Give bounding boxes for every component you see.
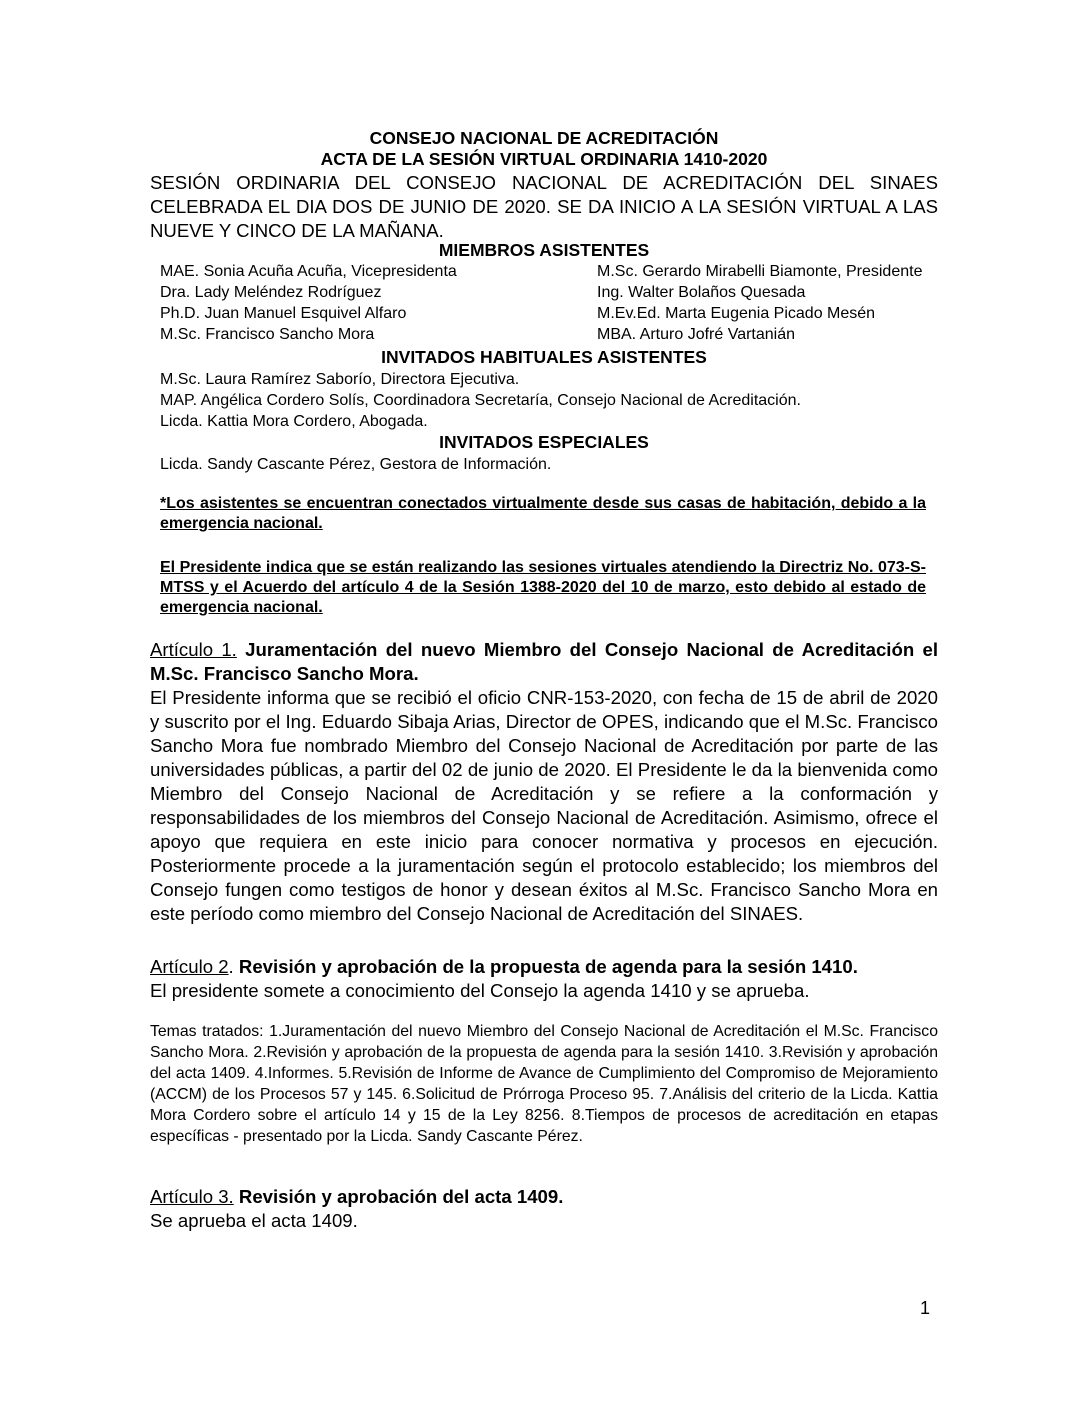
session-intro: SESIÓN ORDINARIA DEL CONSEJO NACIONAL DE ACREDITACIÓN DEL SINAES CELEBRADA EL DIA DOS DE JUNIO DE 2020. SE DA INICIO A LA SESIÓN VIRTUAL A LAS NUEVE Y CINCO DE LA MAÑANA. (150, 172, 938, 241)
article-3 (150, 1185, 938, 1209)
virtual-session-directive-note: El Presidente indica que se están realizando las sesiones virtuales atendiendo la Directriz No. 073-S-MTSS y el Acuerdo del artículo 4 de la Sesión 1388-2020 del 10 de marzo, esto debido al estado de emergencia nacional. (160, 559, 926, 616)
article-label: Artículo 1. (150, 639, 237, 660)
article-2: Artículo 2. Revisión y aprobación de la propuesta de agenda para la sesión 1410. (150, 956, 858, 977)
member-item: MBA. Arturo Jofré Vartanián (597, 326, 796, 343)
article-title: Revisión y aprobación del acta 1409. (238, 1186, 564, 1207)
guest-item: Licda. Kattia Mora Cordero, Abogada. (160, 413, 428, 430)
document-title: CONSEJO NACIONAL DE ACREDITACIÓN (369, 128, 719, 148)
article-1 (150, 638, 938, 686)
member-item: Ph.D. Juan Manuel Esquivel Alfaro (160, 305, 407, 322)
members-left-list (160, 261, 457, 345)
guests-list (160, 369, 801, 432)
member-item: M.Sc. Gerardo Mirabelli Biamonte, Presidente (597, 263, 923, 280)
special-guests-heading: INVITADOS ESPECIALES (439, 432, 649, 452)
article-3-body: Se aprueba el acta 1409. (150, 1210, 358, 1231)
members-heading: MIEMBROS ASISTENTES (438, 240, 650, 260)
article-title: Juramentación del nuevo Miembro del Consejo Nacional de Acreditación el M.Sc. Francisco Sancho Mora. (150, 639, 938, 684)
member-item: M.Sc. Francisco Sancho Mora (160, 326, 375, 343)
virtual-attendance-note: *Los asistentes se encuentran conectados virtualmente desde sus casas de habitación, debido a la emergencia nacional. (160, 495, 926, 532)
page-number: 1 (920, 1298, 931, 1318)
member-item: MAE. Sonia Acuña Acuña, Vicepresidenta (160, 263, 457, 280)
article-label: Artículo 2 (150, 956, 229, 977)
special-guests-list (160, 454, 551, 475)
article-label: Artículo 3. (150, 1186, 234, 1207)
guest-item: Licda. Sandy Cascante Pérez, Gestora de Información. (160, 456, 552, 473)
article-title: Revisión y aprobación de la propuesta de agenda para la sesión 1410. (238, 956, 858, 977)
guest-item: MAP. Angélica Cordero Solís, Coordinadora Secretaría, Consejo Nacional de Acreditación. (160, 392, 801, 409)
members-right-list (597, 261, 922, 345)
member-item: Dra. Lady Meléndez Rodríguez (160, 284, 382, 301)
guest-item: M.Sc. Laura Ramírez Saborío, Directora Ejecutiva. (160, 371, 520, 388)
document-subtitle: ACTA DE LA SESIÓN VIRTUAL ORDINARIA 1410-2020 (320, 149, 768, 169)
topics-covered: Temas tratados: 1.Juramentación del nuevo Miembro del Consejo Nacional de Acreditación el M.Sc. Francisco Sancho Mora. 2.Revisión y aprobación de la propuesta de agenda para la sesión 1410. 3.Revisión y aprobación del acta 1409. 4.Informes. 5.Revisión de Informe de Avance de Cumplimiento del Compromiso de Mejoramiento (ACCM) de los Procesos 57 y 145. 6.Solicitud de Prórroga Proceso 95. 7.Análisis del criterio de la Licda. Kattia Mora Cordero sobre el artículo 14 y 15 de la Ley 8256. 8.Tiempos de procesos de acreditación en etapas específicas - presentado por la Licda. Sandy Cascante Pérez. (150, 1023, 938, 1145)
article-1-body: El Presidente informa que se recibió el oficio CNR-153-2020, con fecha de 15 de abril de 2020 y suscrito por el Ing. Eduardo Sibaja Arias, Director de OPES, indicando que el M.Sc. Francisco Sancho Mora fue nombrado Miembro del Consejo Nacional de Acreditación por parte de las universidades públicas, a partir del 02 de junio de 2020. El Presidente le da la bienvenida como Miembro del Consejo Nacional de Acreditación y se refiere a la conformación y responsabilidades de los miembros del Consejo Nacional de Acreditación. Asimismo, ofrece el apoyo que requiera en este inicio para conocer normativa y procesos en ejecución. Posteriormente procede a la juramentación según el protocolo establecido; los miembros del Consejo fungen como testigos de honor y desean éxitos al M.Sc. Francisco Sancho Mora en este período como miembro del Consejo Nacional de Acreditación del SINAES. (150, 687, 938, 924)
article-2-body: El presidente somete a conocimiento del Consejo la agenda 1410 y se aprueba. (150, 980, 810, 1001)
member-item: Ing. Walter Bolaños Quesada (597, 284, 806, 301)
guests-heading: INVITADOS HABITUALES ASISTENTES (381, 347, 707, 367)
member-item: M.Ev.Ed. Marta Eugenia Picado Mesén (597, 305, 876, 322)
